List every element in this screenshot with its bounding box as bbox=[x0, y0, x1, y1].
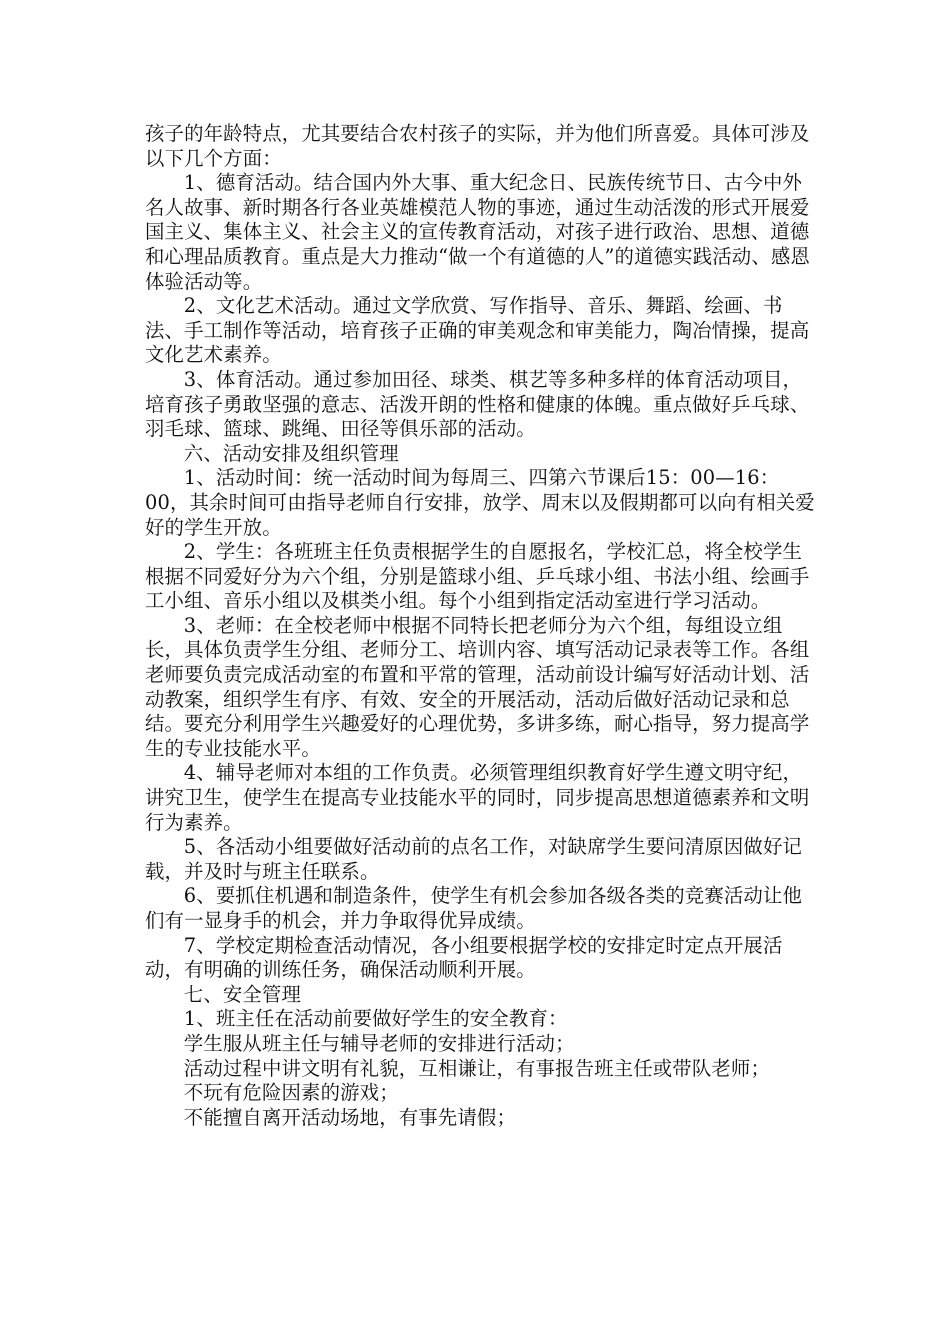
paragraph-roll-call: 5、各活动小组要做好活动前的点名工作，对缺席学生要问清原因做好记载，并及时与班主任联系。 bbox=[145, 835, 803, 883]
paragraph-safety-rule-3: 不玩有危险因素的游戏； bbox=[183, 1081, 399, 1105]
section-heading-safety: 七、安全管理 bbox=[183, 982, 302, 1006]
paragraph-culture-arts: 2、文化艺术活动。通过文学欣赏、写作指导、音乐、舞蹈、绘画、书法、手工制作等活动，培育孩子正确的审美观念和审美能力，陶冶情操，提高文化艺术素养。 bbox=[145, 294, 810, 367]
paragraph-inspection: 7、学校定期检查活动情况，各小组要根据学校的安排定时定点开展活动，有明确的训练任务，确保活动顺利开展。 bbox=[145, 933, 783, 982]
paragraph-tutor-responsibility: 4、辅导老师对本组的工作负责。必须管理组织教育好学生遵文明守纪，讲究卫生，使学生在提高专业技能水平的同时，同步提高思想道德素养和文明行为素养。 bbox=[145, 761, 810, 834]
paragraph-safety-rule-1: 学生服从班主任与辅导老师的安排进行活动； bbox=[183, 1031, 575, 1055]
paragraph-competitions: 6、要抓住机遇和制造条件，使学生有机会参加各级各类的竞赛活动让他们有一显身手的机会，并力争取得优异成绩。 bbox=[145, 884, 803, 932]
paragraph-teachers: 3、老师：在全校老师中根据不同特长把老师分为六个组，每组设立组长，具体负责学生分组、老师分工、培训内容、填写活动记录表等工作。各组老师要负责完成活动室的布置和平常的管理，活动前设计编写好活动计划、活动教案，组织学生有序、有效、安全的开展活动，活动后做好活动记录和总结。要充分利用学生兴趣爱好的心理优势，多讲多练，耐心指导，努力提高学生的专业技能水平。 bbox=[145, 613, 810, 760]
paragraph-safety-rule-2: 活动过程中讲文明有礼貌，互相谦让，有事报告班主任或带队老师； bbox=[183, 1056, 771, 1080]
paragraph-intro-continued: 孩子的年龄特点，尤其要结合农村孩子的实际，并为他们所喜爱。具体可涉及以下几个方面： bbox=[145, 122, 810, 170]
section-heading-arrangement: 六、活动安排及组织管理 bbox=[183, 441, 399, 465]
document-body bbox=[145, 122, 815, 1130]
paragraph-safety-education: 1、班主任在活动前要做好学生的安全教育： bbox=[183, 1007, 568, 1031]
paragraph-activity-time: 1、活动时间：统一活动时间为每周三、四第六节课后15：00—16：00，其余时间可由指导老师自行安排，放学、周末以及假期都可以向有相关爱好的学生开放。 bbox=[145, 466, 815, 539]
paragraph-students: 2、学生：各班班主任负责根据学生的自愿报名，学校汇总，将全校学生根据不同爱好分为六个组，分别是篮球小组、乒乓球小组、书法小组、绘画手工小组、音乐小组以及棋类小组。每个小组到指定活动室进行学习活动。 bbox=[145, 540, 810, 613]
paragraph-sports: 3、体育活动。通过参加田径、球类、棋艺等多种多样的体育活动项目，培育孩子勇敢坚强的意志、活泼开朗的性格和健康的体魄。重点做好乒乓球、羽毛球、篮球、跳绳、田径等俱乐部的活动。 bbox=[145, 367, 810, 441]
paragraph-safety-rule-4: 不能擅自离开活动场地，有事先请假； bbox=[183, 1105, 516, 1129]
paragraph-moral-education: 1、德育活动。结合国内外大事、重大纪念日、民族传统节日、古今中外名人故事、新时期各行各业英雄模范人物的事迹，通过生动活泼的形式开展爱国主义、集体主义、社会主义的宣传教育活动，对孩子进行政治、思想、道德和心理品质教育。重点是大力推动“做一个有道德的人”的道德实践活动、感恩体验活动等。 bbox=[145, 171, 810, 293]
